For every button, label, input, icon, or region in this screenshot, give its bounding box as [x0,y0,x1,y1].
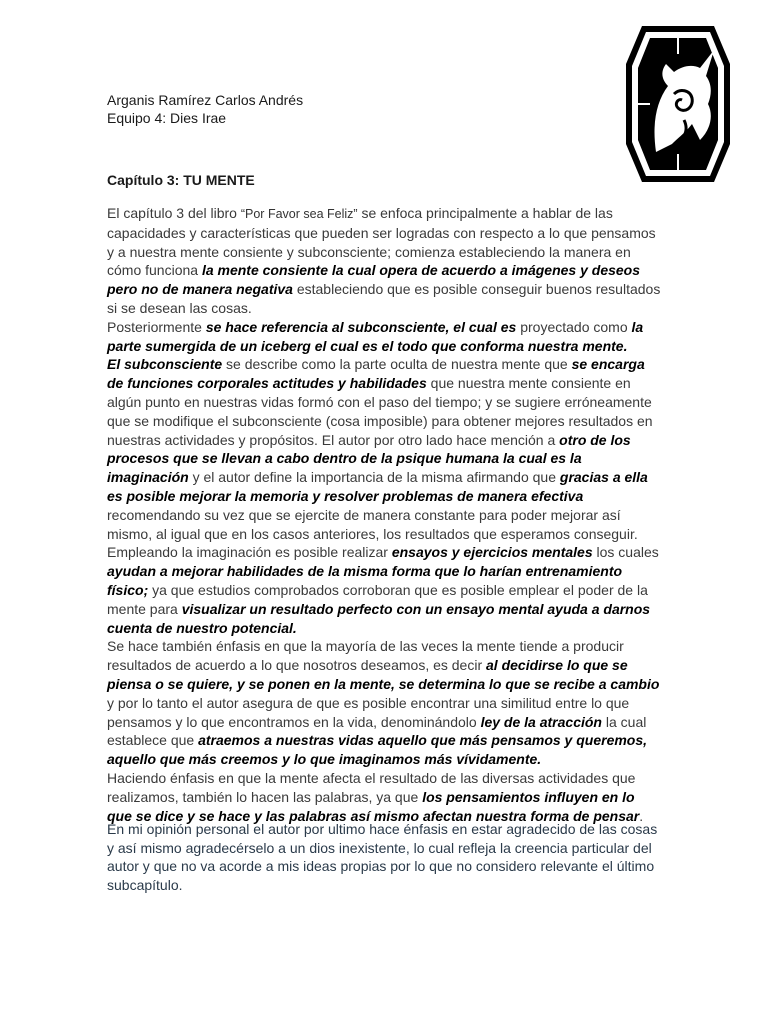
emphasized-text: ensayos y ejercicios mentales [391,544,593,561]
text-run: “Por Favor sea Feliz” [240,207,358,221]
text-run: . [639,807,644,824]
emphasized-text: El subconsciente [107,356,223,373]
text-run: se enfoca principalmente a hablar de las capacidades y características que pueden ser logradas con respecto a lo que pensamos y a nuestra mente consiente y subconsciente; comienza estableciendo la manera en cómo funciona [107,205,656,279]
text-run: El capítulo 3 del libro [107,205,241,221]
body-paragraph [107,204,663,318]
chapter-title: Capítulo 3: TU MENTE [107,172,255,188]
body-paragraph [107,769,663,825]
emphasized-text: visualizar un resultado perfecto con un ensayo mental ayuda a darnos cuenta de nuestro potencial. [107,600,651,636]
body-paragraph [107,637,663,769]
team-name: Equipo 4: Dies Irae [107,110,227,126]
text-run: la cual establece que [107,713,647,749]
emphasized-text: la parte sumergida de un iceberg el cual es el todo que conforma nuestra mente. [107,318,644,354]
body-paragraph [107,318,663,356]
text-run: y el autor define la importancia de la misma afirmando que [188,469,560,486]
emphasized-text: ley de la atracción [480,713,602,730]
unicorn-emblem-icon [622,24,734,184]
opinion-paragraph: En mi opinión personal el autor por ultimo hace énfasis en estar agradecido de las cosas y así mismo agradecérselo a un dios inexistente, lo cual refleja la creencia particular del autor y que no va acorde a mis ideas propias por lo que no considero relevante el último subcapítulo. [107,821,658,893]
emphasized-text: atraemos a nuestras vidas aquello que más pensamos y queremos, aquello que más creemos y lo que imaginamos más vívidamente. [107,732,648,768]
text-run: proyectado como [516,318,632,335]
text-run: Haciendo énfasis en que la mente afecta el resultado de las diversas actividades que realizamos, también lo hacen las palabras, ya que [107,769,636,805]
text-run: Posteriormente [107,318,206,335]
text-run: estableciendo que es posible conseguir buenos resultados si se desean las cosas. [107,281,661,316]
emphasized-text: los pensamientos influyen en lo que se dice y se hace y las palabras así mismo afectan nuestra forma de pensar [107,788,640,824]
text-run: que nuestra mente consiente en algún punto en nuestras vidas formó con el paso del tiempo; y se sugiere erróneamente que se modifique el subconsciente (cosa imposible) para obtener mejores resultados en nuestras actividades y propósitos. El autor por otro lado hace mención a [107,375,653,448]
summary-body [107,204,663,825]
emphasized-text: ayudan a mejorar habilidades de la misma forma que lo harían entrenamiento físico; [107,563,623,598]
text-run: se describe como la parte oculta de nuestra mente que [222,356,572,373]
emphasized-text: la mente consiente la cual opera de acuerdo a imágenes y deseos pero no de manera negativa [107,262,641,298]
author-name: Arganis Ramírez Carlos Andrés [107,92,304,108]
text-run: y por lo tanto el autor asegura de que es posible encontrar una similitud entre lo que pensamos y lo que encontramos en la vida, denominándolo [107,694,630,730]
emphasized-text: gracias a ella es posible mejorar la memoria y resolver problemas de manera efectiva [107,469,648,504]
body-paragraph [107,355,663,637]
text-run: recomendando su vez que se ejercite de manera constante para poder mejorar así mismo, al igual que en los casos anteriores, los resultados que esperamos conseguir. Empleando la imaginación es posible realizar [107,506,638,561]
emphasized-text: se encarga de funciones corporales actitudes y habilidades [107,356,645,392]
emphasized-text: al decidirse lo que se piensa o se quiere, y se ponen en la mente, se determina lo que se recibe a cambio [107,657,660,692]
text-run: los cuales [592,544,659,561]
text-run: ya que estudios comprobados corroboran que es posible emplear el poder de la mente para [107,581,648,617]
emphasized-text: otro de los procesos que se llevan a cabo dentro de la psique humana la cual es la imaginación [107,431,631,486]
emphasized-text: se hace referencia al subconsciente, el cual es [205,318,517,335]
author-header [107,91,303,127]
text-run: Se hace también énfasis en que la mayoría de las veces la mente tiende a producir resultados de acuerdo a lo que nosotros deseamos, es decir [107,638,624,674]
